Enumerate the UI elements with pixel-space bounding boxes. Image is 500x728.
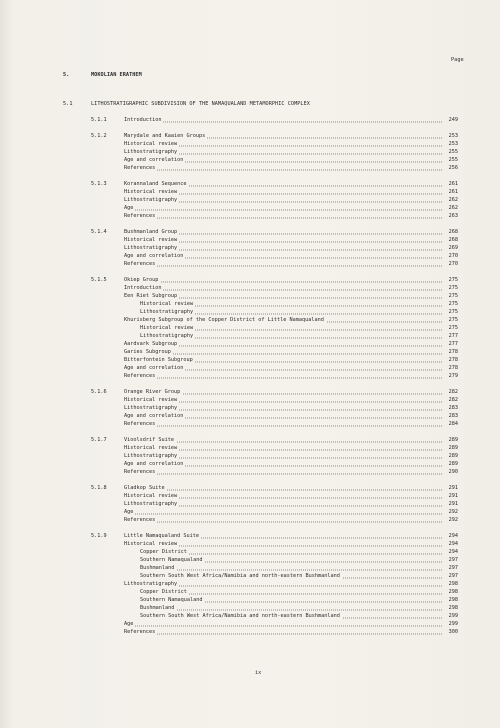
section-title: LITHOSTRATIGRAPHIC SUBDIVISION OF THE NAMAQUALAND METAMORPHIC COMPLEX	[91, 101, 310, 107]
toc-entry-page: 299	[448, 620, 458, 627]
toc-entry	[0, 189, 500, 195]
toc-entry-title: Gladkop Suite	[124, 485, 165, 492]
toc-entry-page: 298	[448, 596, 458, 603]
toc-entry	[0, 373, 500, 379]
toc-entry	[0, 245, 500, 251]
toc-entry-page: 294	[448, 549, 458, 556]
toc-entry-number: 5.1.1	[91, 117, 107, 123]
toc-entry-title: Age and correlation	[124, 253, 184, 260]
toc-entry-page: 277	[448, 341, 458, 347]
toc-entry-number: 5.1.5	[91, 277, 107, 284]
toc-entry-page: 270	[448, 253, 458, 260]
toc-entry-page: 284	[448, 420, 458, 427]
dot-leader	[124, 276, 442, 283]
toc-entry-title: Introduction	[124, 117, 162, 123]
toc-entry-title: Historical review	[124, 141, 178, 148]
dot-leader	[124, 484, 442, 491]
toc-entry	[0, 261, 500, 267]
toc-entry	[0, 213, 500, 219]
toc-entry	[0, 605, 500, 611]
toc-entry-page: 275	[448, 309, 458, 316]
toc-entry-title: Korannaland Sequence	[124, 181, 187, 188]
toc-entry-title: Bitterfontein Subgroup	[124, 356, 193, 363]
chapter-title: MOKOLIAN ERATHEM	[91, 72, 142, 78]
toc-entry-title: Age and correlation	[124, 412, 184, 419]
toc-entry-page: 289	[448, 460, 458, 467]
toc-entry-page: 289	[448, 453, 458, 459]
toc-entry	[0, 293, 500, 299]
toc-entry-page: 255	[448, 157, 458, 164]
toc-entry	[0, 541, 500, 547]
toc-entry-title: Bushmanland	[140, 604, 175, 611]
toc-entry-page: 275	[448, 285, 458, 292]
toc-entry-title: Historical review	[124, 397, 178, 403]
toc-entry-number: 5.1.8	[91, 485, 107, 492]
toc-entry-number: 5.1.9	[91, 533, 107, 540]
toc-entry-title: Age and correlation	[124, 364, 184, 371]
toc-entry-title: Copper District	[140, 588, 187, 595]
toc-entry-page: 297	[448, 572, 458, 579]
toc-entry-title: Orange River Group	[124, 389, 181, 395]
toc-entry-page: 262	[448, 205, 458, 212]
toc-entry	[0, 181, 500, 187]
toc-entry-page: 297	[448, 565, 458, 571]
toc-entry-title: Historical review	[140, 301, 194, 308]
page-number: ix	[255, 670, 262, 676]
toc-entry	[0, 501, 500, 507]
toc-entry-page: 275	[448, 317, 458, 324]
toc-entry	[0, 557, 500, 563]
toc-entry	[0, 581, 500, 587]
dot-leader	[124, 284, 442, 291]
toc-entry	[0, 629, 500, 635]
toc-entry-page: 275	[448, 325, 458, 332]
toc-entry	[0, 229, 500, 235]
toc-entry-page: 298	[448, 580, 458, 587]
toc-entry-page: 268	[448, 237, 458, 244]
toc-entry-title: Age	[124, 205, 134, 212]
toc-entry-page: 282	[448, 397, 458, 403]
toc-entry	[0, 133, 500, 139]
toc-entry-title: Okiep Group	[124, 277, 159, 284]
toc-entry-page: 253	[448, 141, 458, 148]
toc-entry	[0, 365, 500, 371]
toc-entry-title: Southern Namaqualand	[140, 596, 203, 603]
dot-leader	[124, 260, 442, 267]
toc-entry-page: 261	[448, 181, 458, 188]
toc-entry-title: Marydale and Kaaien Groups	[124, 133, 206, 140]
toc-entry-title: Historical review	[124, 493, 178, 500]
toc-entry-page: 275	[448, 277, 458, 284]
toc-entry-page: 278	[448, 348, 458, 355]
toc-entry	[0, 405, 500, 411]
toc-entry-page: 270	[448, 261, 458, 268]
toc-entry-page: 292	[448, 516, 458, 523]
toc-entry	[0, 349, 500, 355]
toc-entry-page: 261	[448, 189, 458, 196]
toc-entry	[0, 141, 500, 147]
toc-entry-page: 256	[448, 165, 458, 171]
dot-leader	[124, 508, 442, 515]
toc-entry	[0, 445, 500, 451]
toc-entry	[0, 301, 500, 307]
toc-entry-page: 291	[448, 485, 458, 492]
toc-entry	[0, 533, 500, 539]
toc-entry-page: 294	[448, 541, 458, 548]
toc-entry-title: Lithostratigraphy	[124, 404, 178, 411]
toc-entry-title: Age and correlation	[124, 460, 184, 467]
toc-entry-page: 268	[448, 229, 458, 236]
toc-entry-page: 291	[448, 501, 458, 507]
toc-entry	[0, 165, 500, 171]
section-number: 5.1	[63, 101, 73, 107]
toc-entry	[0, 613, 500, 619]
toc-entry-title: Lithostratigraphy	[124, 501, 178, 507]
dot-leader	[124, 419, 442, 426]
toc-entry-page: 277	[448, 333, 458, 339]
toc-entry-page: 279	[448, 372, 458, 379]
toc-entry	[0, 397, 500, 403]
toc-entry-title: References	[124, 628, 156, 635]
toc-entry-number: 5.1.2	[91, 133, 107, 140]
toc-entry	[0, 413, 500, 419]
toc-entry-page: 269	[448, 245, 458, 252]
dot-leader	[124, 619, 442, 626]
toc-entry-title: Khurisberg Subgroup of the Copper District of Little Namaqualand	[124, 317, 324, 324]
toc-entry-page: 249	[448, 117, 458, 123]
toc-entry-number: 5.1.7	[91, 437, 107, 444]
toc-entry-title: Copper District	[140, 549, 187, 556]
dot-leader	[140, 603, 442, 610]
toc-entry-title: References	[124, 213, 156, 220]
toc-entry-title: Age	[124, 509, 134, 515]
toc-entry-page: 255	[448, 149, 458, 156]
toc-entry	[0, 565, 500, 571]
toc-entry-number: 5.1.3	[91, 181, 107, 188]
toc-entry-title: Lithostratigraphy	[124, 197, 178, 204]
toc-entry-title: Lithostratigraphy	[140, 309, 194, 316]
toc-entry-page: 300	[448, 628, 458, 635]
toc-entry-title: Garies Subgroup	[124, 348, 171, 355]
toc-entry	[0, 309, 500, 315]
toc-entry-title: References	[124, 420, 156, 427]
toc-entry-title: Historical review	[124, 445, 178, 451]
dot-leader	[124, 164, 442, 171]
toc-entry-page: 283	[448, 404, 458, 411]
dot-leader	[124, 515, 442, 522]
toc-entry	[0, 317, 500, 323]
toc-entry-title: Little Namaqualand Suite	[124, 533, 199, 540]
toc-entry	[0, 453, 500, 459]
toc-entry-title: References	[124, 468, 156, 475]
toc-entry-page: 292	[448, 509, 458, 515]
dot-leader	[124, 627, 442, 634]
toc-entry-title: References	[124, 516, 156, 523]
toc-entry-number: 5.1.6	[91, 389, 107, 395]
toc-entry	[0, 437, 500, 443]
toc-entry-title: Lithostratigraphy	[124, 580, 178, 587]
toc-entry	[0, 197, 500, 203]
dot-leader	[124, 371, 442, 378]
toc-entry	[0, 277, 500, 283]
toc-entry-page: 275	[448, 293, 458, 300]
toc-entry-page: 290	[448, 468, 458, 475]
toc-entry-page: 289	[448, 445, 458, 451]
toc-entry-title: Lithostratigraphy	[124, 149, 178, 156]
toc-entry-title: Lithostratigraphy	[124, 453, 178, 459]
dot-leader	[124, 204, 442, 211]
toc-entry	[0, 589, 500, 595]
toc-entry	[0, 357, 500, 363]
toc-entry	[0, 493, 500, 499]
toc-entry-title: Historical review	[140, 325, 194, 332]
chapter-number: 5.	[63, 72, 70, 78]
toc-entry-title: Vioolsdrif Suite	[124, 437, 174, 444]
dot-leader	[140, 564, 442, 571]
toc-entry-title: Lithostratigraphy	[140, 333, 194, 339]
toc-entry	[0, 549, 500, 555]
toc-entry	[0, 285, 500, 291]
toc-entry	[0, 237, 500, 243]
toc-entry	[0, 469, 500, 475]
toc-entry	[0, 253, 500, 259]
toc-entry-title: Bushmanland Group	[124, 229, 178, 236]
toc-entry	[0, 149, 500, 155]
dot-leader	[124, 212, 442, 219]
toc-entry	[0, 341, 500, 347]
toc-entry-title: Southern Namaqualand	[140, 557, 203, 563]
toc-entry-title: Age and correlation	[124, 157, 184, 164]
toc-entry-title: References	[124, 261, 156, 268]
toc-entry-page: 283	[448, 412, 458, 419]
toc-entry-page: 282	[448, 389, 458, 395]
toc-entry-page: 294	[448, 533, 458, 540]
toc-entry	[0, 485, 500, 491]
toc-entry-title: Introduction	[124, 285, 162, 292]
toc-entry	[0, 621, 500, 627]
toc-entry-page: 297	[448, 557, 458, 563]
toc-entry	[0, 157, 500, 163]
toc-entry-title: Bushmanland	[140, 565, 175, 571]
toc-entry-page: 275	[448, 301, 458, 308]
toc-entry-page: 262	[448, 197, 458, 204]
toc-entry-number: 5.1.4	[91, 229, 107, 236]
toc-entry-title: Southern South West Africa/Namibia and north-eastern Bushmanland	[140, 572, 340, 579]
toc-entry	[0, 573, 500, 579]
toc-entry-page: 278	[448, 356, 458, 363]
toc-entry-page: 298	[448, 604, 458, 611]
toc-entry	[0, 325, 500, 331]
toc-entry-page: 289	[448, 437, 458, 444]
toc-entry-page: 291	[448, 493, 458, 500]
toc-entry-page: 253	[448, 133, 458, 140]
toc-entry	[0, 517, 500, 523]
toc-entry	[0, 389, 500, 395]
toc-entry	[0, 597, 500, 603]
toc-entry-title: Historical review	[124, 541, 178, 548]
toc-entry-page: 263	[448, 213, 458, 220]
toc-entry	[0, 205, 500, 211]
toc-entry	[0, 333, 500, 339]
toc-entry-title: Historical review	[124, 237, 178, 244]
toc-entry	[0, 461, 500, 467]
toc-entry	[0, 117, 500, 123]
dot-leader	[124, 467, 442, 474]
toc-entry-title: Southern South West Africa/Namibia and north-eastern Bushmanland	[140, 612, 340, 619]
toc-entry-title: References	[124, 372, 156, 379]
toc-entry	[0, 509, 500, 515]
toc-entry-title: References	[124, 165, 156, 171]
toc-entry-page: 299	[448, 612, 458, 619]
toc-entry-title: Een Riet Subgroup	[124, 293, 178, 300]
dot-leader	[124, 116, 442, 123]
toc-entry-title: Lithostratigraphy	[124, 245, 178, 252]
toc-entry-page: 278	[448, 364, 458, 371]
toc-entry-title: Age	[124, 620, 134, 627]
page-column-label: Page	[451, 57, 464, 63]
toc-entry-title: Historical review	[124, 189, 178, 196]
toc-entry-title: Aardvark Subgroup	[124, 341, 178, 347]
toc-entry	[0, 421, 500, 427]
toc-entry-page: 298	[448, 588, 458, 595]
